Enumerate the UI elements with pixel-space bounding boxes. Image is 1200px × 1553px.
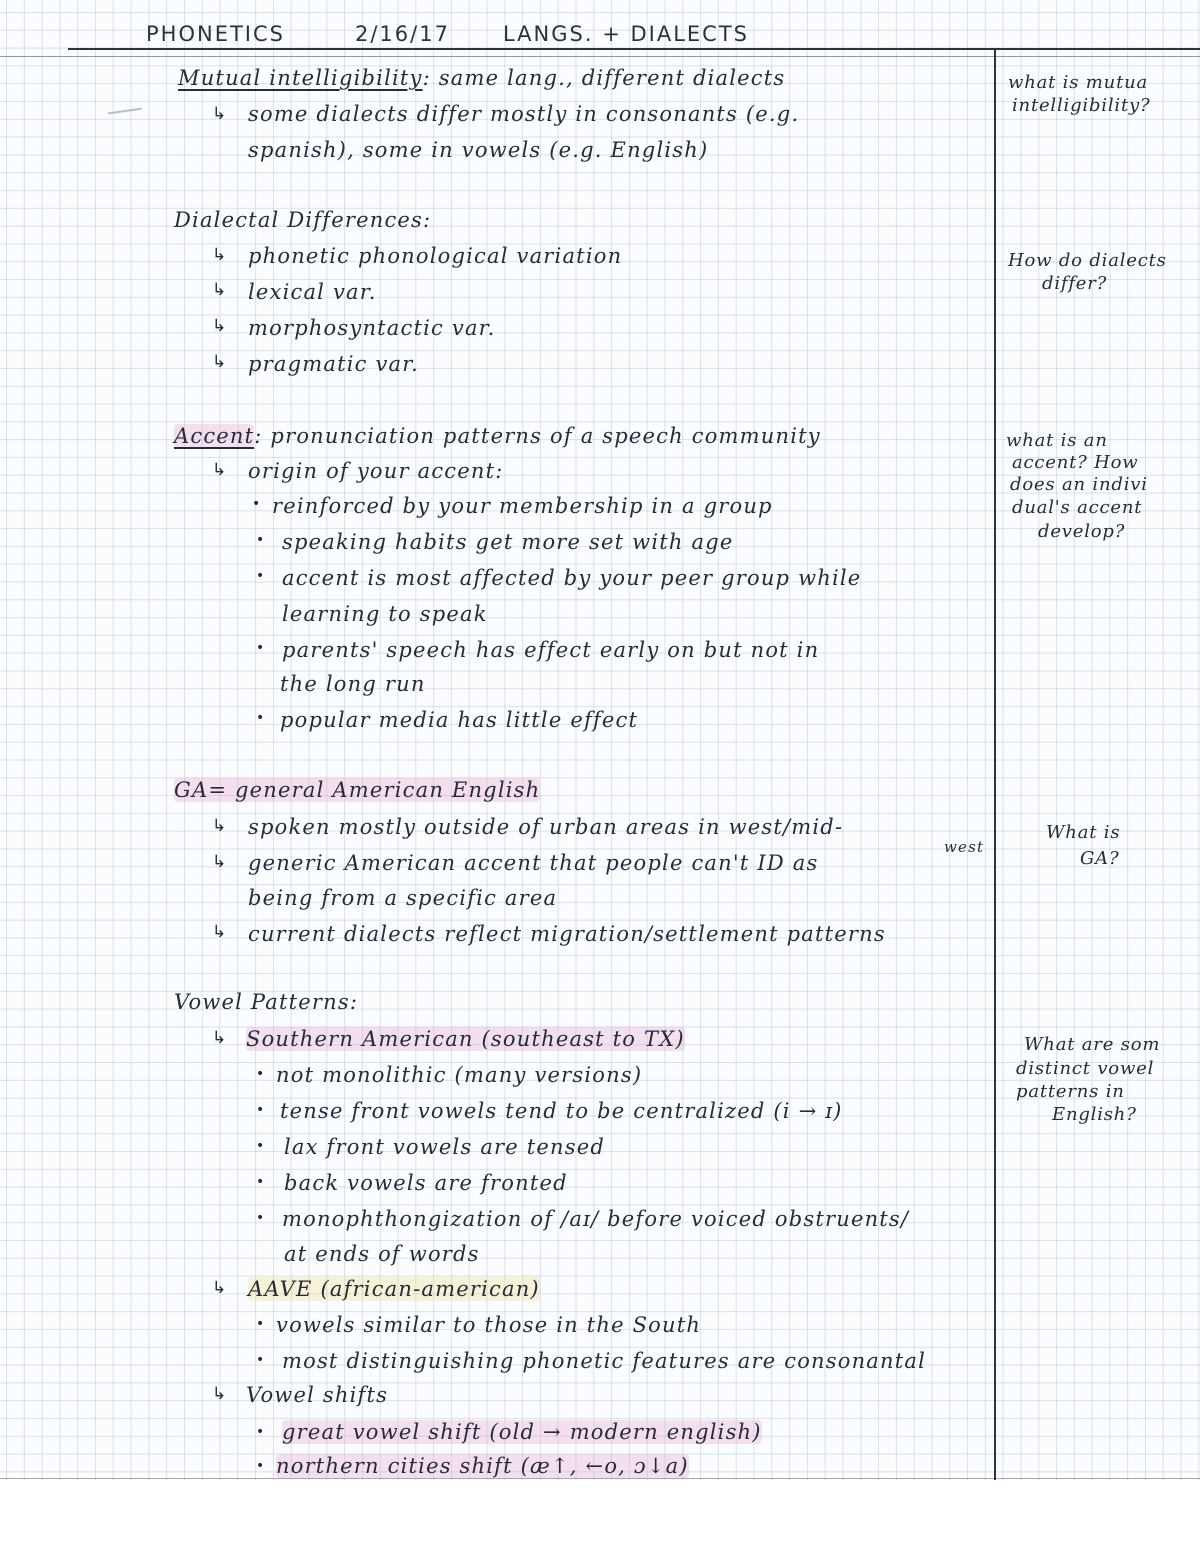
note-line: parents' speech has effect early on but not in [282,638,820,662]
cue-question-line: accent? How [1012,452,1139,473]
header-topic: LANGS. + DIALECTS [503,22,749,46]
bullet-icon: • [256,1352,265,1368]
note-line: phonetic phonological variation [248,244,623,268]
bullet-icon: • [256,568,265,584]
term-northern-cities-shift: northern cities shift (æ↑, ←o, ɔ↓a) [276,1454,689,1478]
note-line: the long run [280,672,426,696]
bullet-icon: • [256,710,265,726]
section-heading: Vowel Patterns: [174,990,359,1014]
arrow-icon: ↳ [212,1384,227,1404]
arrow-icon: ↳ [212,1278,227,1298]
arrow-icon: ↳ [212,352,227,372]
note-line: accent is most affected by your peer group while [282,566,862,590]
note-line: vowels similar to those in the South [276,1313,702,1337]
bullet-icon: • [256,1316,265,1332]
note-line: spoken mostly outside of urban areas in west/mid- [248,815,844,839]
note-line: lax front vowels are tensed [284,1135,606,1159]
cue-question-line: dual's accent [1012,497,1143,518]
note-line [174,424,821,448]
cue-question-line: what is an [1006,430,1108,451]
term-aave: AAVE (african-american) [248,1277,540,1301]
note-line: lexical var. [248,280,377,304]
arrow-icon: ↳ [212,104,227,124]
note-line: learning to speak [282,602,488,626]
cue-question-line: develop? [1038,521,1126,542]
bullet-icon: • [256,1102,265,1118]
arrow-icon: ↳ [212,316,227,336]
bullet-icon: • [256,640,265,656]
arrow-icon: ↳ [212,245,227,265]
cue-question-line: How do dialects [1008,250,1167,271]
bullet-icon: • [256,1174,265,1190]
note-line: speaking habits get more set with age [282,530,734,554]
note-line: some dialects differ mostly in consonants (e.g. [248,102,800,126]
note-line-continuation: west [944,838,985,856]
cue-question-line: distinct vowel [1016,1058,1155,1079]
note-line: tense front vowels tend to be centralized (i → ɪ) [280,1099,843,1123]
note-line [276,1454,689,1478]
cue-question-line: intelligibility? [1012,95,1151,116]
arrow-icon: ↳ [212,280,227,300]
bullet-icon: • [252,496,261,512]
cue-question-line: patterns in [1016,1081,1125,1102]
note-line: not monolithic (many versions) [276,1063,643,1087]
note-line: popular media has little effect [280,708,639,732]
cue-question-line: differ? [1042,273,1108,294]
note-line [248,1277,540,1301]
note-line: generic American accent that people can't ID as [248,851,819,875]
term-great-vowel-shift: great vowel shift (old → modern english) [282,1420,762,1444]
term-southern-american: Southern American (southeast to TX) [246,1027,685,1051]
note-line: spanish), some in vowels (e.g. English) [248,138,709,162]
note-line: current dialects reflect migration/settlement patterns [248,922,886,946]
note-line [178,66,785,90]
note-line: being from a specific area [248,886,558,910]
arrow-icon: ↳ [212,922,227,942]
header-date: 2/16/17 [355,22,450,46]
note-line: origin of your accent: [248,459,504,483]
header-rule [68,48,1200,50]
bullet-icon: • [256,1066,265,1082]
arrow-icon: ↳ [212,852,227,872]
note-text: : pronunciation patterns of a speech community [254,424,821,448]
term-ga: GA= general American English [174,778,541,802]
section-heading [174,778,540,802]
note-text: : same lang., different dialects [422,66,786,90]
bottom-rule [0,1478,1200,1479]
bullet-icon: • [256,1458,265,1474]
cornell-divider-line [994,50,996,1480]
cue-question-line: GA? [1080,848,1120,869]
note-line: monophthongization of /aɪ/ before voiced obstruents/ [282,1207,910,1231]
bullet-icon: • [256,1210,265,1226]
note-line: at ends of words [284,1242,480,1266]
note-line: back vowels are fronted [284,1171,568,1195]
note-line: morphosyntactic var. [248,316,496,340]
bullet-icon: • [256,1138,265,1154]
bullet-icon: • [256,532,265,548]
section-heading: Dialectal Differences: [174,208,432,232]
term-mutual-intelligibility: Mutual intelligibility [178,66,423,90]
header-course: PHONETICS [146,22,285,46]
note-line: reinforced by your membership in a group [272,494,773,518]
cue-question-line: What is [1046,822,1121,843]
term-accent: Accent [174,424,255,448]
note-line: Vowel shifts [246,1383,389,1407]
header-rule-thin [0,56,1200,57]
cue-question-line: English? [1052,1104,1137,1125]
note-line [282,1420,762,1444]
cue-question-line: What are som [1024,1034,1161,1055]
cue-question-line: what is mutua [1008,72,1149,93]
note-line [246,1027,685,1051]
bullet-icon: • [256,1424,265,1440]
arrow-icon: ↳ [212,816,227,836]
page-bottom-margin [0,1480,1200,1553]
margin-mark [108,108,142,115]
cue-question-line: does an indivi [1010,474,1148,495]
note-line: most distinguishing phonetic features are consonantal [282,1349,927,1373]
arrow-icon: ↳ [212,460,227,480]
arrow-icon: ↳ [212,1028,227,1048]
note-line: pragmatic var. [248,352,420,376]
